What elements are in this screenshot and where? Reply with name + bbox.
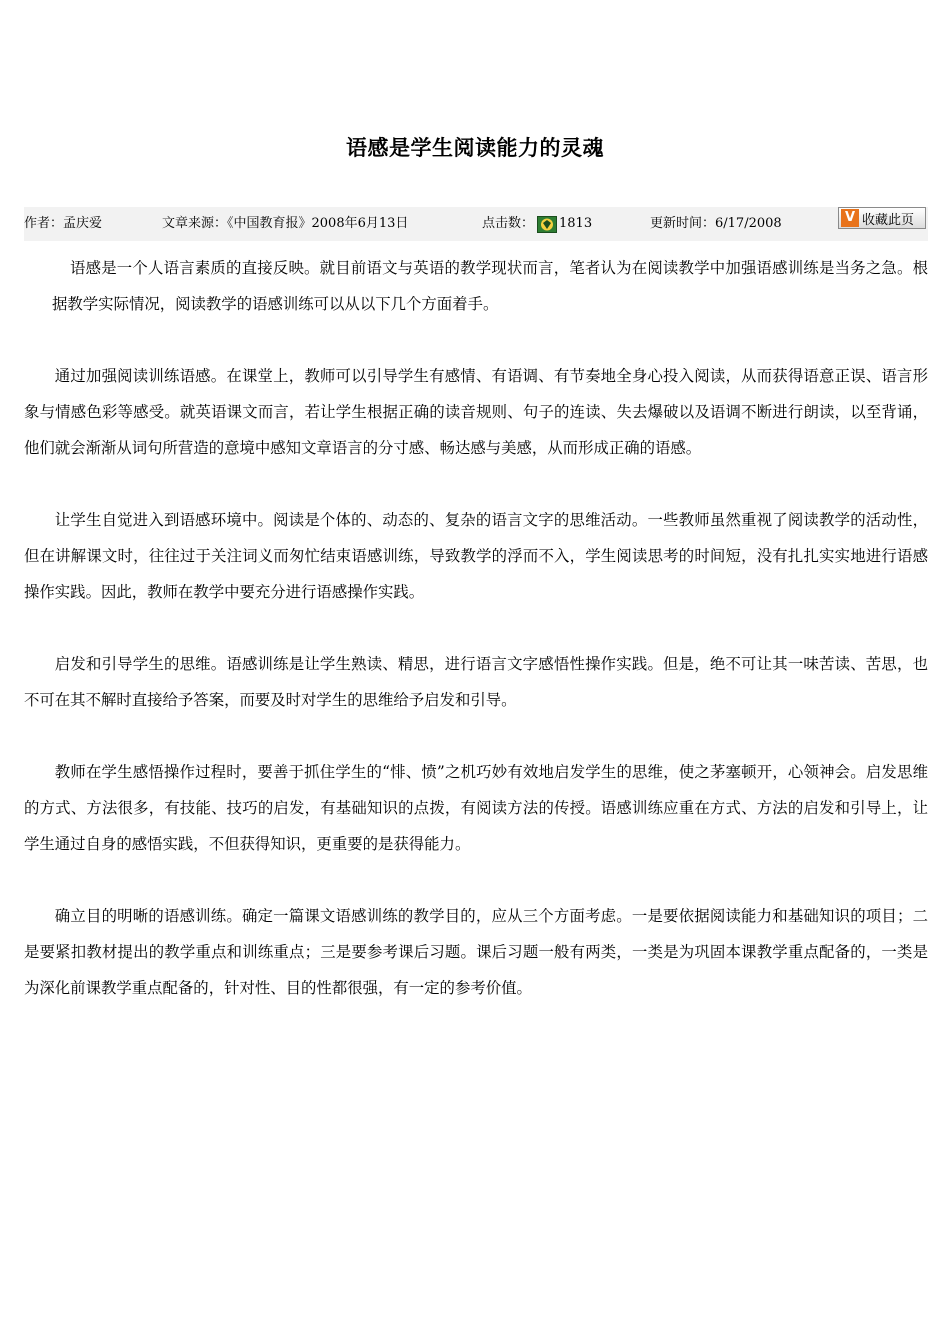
updated-time: 更新时间：6/17/2008 [650,216,782,231]
click-count [482,215,592,233]
click-count-label: 点击数： [482,216,535,231]
source: 文章来源：《中国教育报》2008年6月13日 [162,216,409,231]
paragraph: 语感是一个人语言素质的直接反映。就目前语文与英语的教学现状而言，笔者认为在阅读教学中加强语感训练是当务之急。根据教学实际情况，阅读教学的语感训练可以从以下几个方面着手。 [52,259,928,313]
article-meta-bar [24,207,928,241]
bookmark-v-icon: V [841,209,859,227]
article-title: 语感是学生阅读能力的灵魂 [346,136,604,160]
bookmark-page-button[interactable] [838,207,926,229]
paragraph: 通过加强阅读训练语感。在课堂上，教师可以引导学生有感情、有语调、有节奏地全身心投入阅读，从而获得语意正误、语言形象与情感色彩等感受。就英语课文而言，若让学生根据正确的读音规则、句子的连读、失去爆破以及语调不断进行朗读，以至背诵，他们就会渐渐从词句所营造的意境中感知文章语言的分寸感、畅达感与美感，从而形成正确的语感。 [24,367,928,457]
paragraph: 教师在学生感悟操作过程时，要善于抓住学生的“悱、愤”之机巧妙有效地启发学生的思维，使之茅塞顿开，心领神会。启发思维的方式、方法很多，有技能、技巧的启发，有基础知识的点拨，有阅读方法的传授。语感训练应重在方式、方法的启发和引导上，让学生通过自身的感悟实践，不但获得知识，更重要的是获得能力。 [24,763,928,853]
paragraph: 确立目的明晰的语感训练。确定一篇课文语感训练的教学目的，应从三个方面考虑。一是要依据阅读能力和基础知识的项目；二是要紧扣教材提出的教学重点和训练重点；三是要参考课后习题。课后习题一般有两类，一类是为巩固本课教学重点配备的，一类是为深化前课教学重点配备的，针对性、目的性都很强，有一定的参考价值。 [24,907,928,997]
author: 作者：孟庆爱 [24,216,103,231]
paragraph: 让学生自觉进入到语感环境中。阅读是个体的、动态的、复杂的语言文字的思维活动。一些教师虽然重视了阅读教学的活动性，但在讲解课文时，往往过于关注词义而匆忙结束语感训练，导致教学的浮而不入，学生阅读思考的时间短，没有扎扎实实地进行语感操作实践。因此，教师在教学中要充分进行语感操作实践。 [24,511,928,601]
bookmark-label: 收藏此页 [862,212,915,228]
click-count-value: 1813 [559,216,593,231]
paragraph: 启发和引导学生的思维。语感训练是让学生熟读、精思，进行语言文字感悟性操作实践。但是，绝不可让其一味苦读、苦思，也不可在其不解时直接给予答案，而要及时对学生的思维给予启发和引导。 [24,655,928,709]
clicks-icon [537,216,557,233]
article-body [24,250,928,1042]
